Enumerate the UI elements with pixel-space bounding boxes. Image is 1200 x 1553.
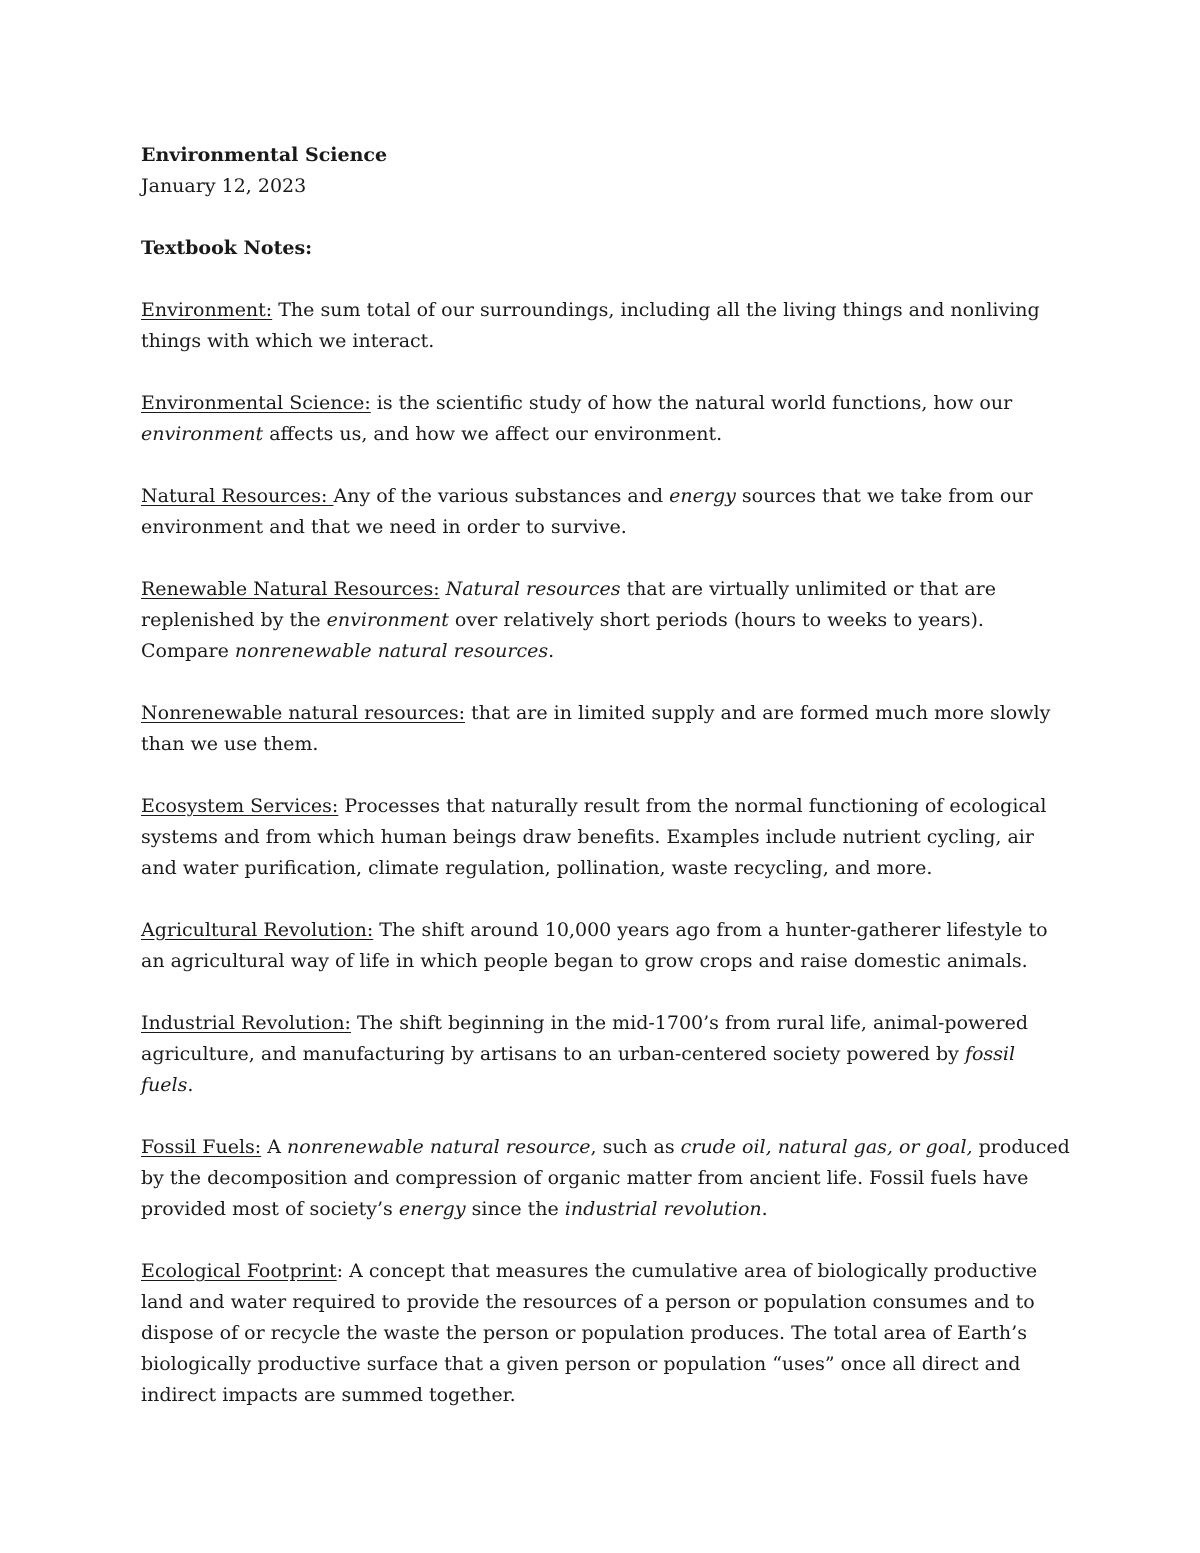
definition-entry bbox=[141, 1132, 1071, 1225]
definition-term: Renewable Natural Resources: bbox=[141, 578, 440, 600]
definition-emphasis: Natural resources bbox=[445, 578, 621, 600]
document-page bbox=[141, 140, 1071, 1442]
definition-entry bbox=[141, 574, 1071, 667]
definition-term: Nonrenewable natural resources: bbox=[141, 702, 466, 724]
definition-entry bbox=[141, 388, 1071, 450]
definition-text: . bbox=[548, 640, 555, 662]
definition-emphasis: fossil fuels bbox=[141, 1043, 1016, 1096]
definition-text: since the bbox=[465, 1198, 565, 1220]
definition-text: . bbox=[187, 1074, 194, 1096]
definition-text: , such as bbox=[590, 1136, 681, 1158]
definition-emphasis: industrial revolution bbox=[564, 1198, 762, 1220]
definition-text: Processes that naturally result from the normal functioning of ecological systems and from which human beings draw benefits. Examples include nutrient cycling, air and water purification, climate regulation, pollination, waste recycling, and more. bbox=[141, 795, 1047, 879]
definition-text: The sum total of our surroundings, including all the living things and nonliving things with which we interact. bbox=[141, 299, 1040, 352]
section-heading: Textbook Notes: bbox=[141, 237, 313, 259]
definition-entry bbox=[141, 1008, 1071, 1101]
definition-text: that are in limited supply and are formed much more slowly than we use them. bbox=[141, 702, 1051, 755]
definition-emphasis: nonrenewable natural resources bbox=[234, 640, 549, 662]
definition-text: is the scientific study of how the natural world functions, how our bbox=[370, 392, 1013, 414]
definition-emphasis: environment bbox=[141, 423, 264, 445]
definition-emphasis: energy bbox=[398, 1198, 466, 1220]
definition-text: affects us, and how we affect our environment. bbox=[263, 423, 723, 445]
definition-text: produced by the decomposition and compression of organic matter from ancient life. Fossil fuels have provided most of society’s bbox=[141, 1136, 1070, 1220]
definition-emphasis: environment bbox=[326, 609, 449, 631]
definition-text: over relatively short periods (hours to weeks to years). Compare bbox=[141, 609, 984, 662]
definition-term: Agricultural Revolution: bbox=[141, 919, 374, 941]
definition-term: Environmental Science: bbox=[141, 392, 371, 414]
definition-text: Any of the various substances and bbox=[333, 485, 670, 507]
definition-term: Ecosystem Services: bbox=[141, 795, 339, 817]
definition-entry bbox=[141, 698, 1071, 760]
definition-text: The shift around 10,000 years ago from a hunter-gatherer lifestyle to an agricultural way of life in which people began to grow crops and raise domestic animals. bbox=[141, 919, 1048, 972]
document-title: Environmental Science bbox=[141, 144, 388, 166]
definition-entry bbox=[141, 1256, 1071, 1411]
definition-term: Fossil Fuels: bbox=[141, 1136, 262, 1158]
definition-term: Natural Resources: bbox=[141, 485, 334, 507]
definition-entry bbox=[141, 915, 1071, 977]
definition-term: Environment: bbox=[141, 299, 273, 321]
definition-emphasis: crude oil, natural gas, or goal, bbox=[680, 1136, 973, 1158]
document-date: January 12, 2023 bbox=[141, 175, 307, 197]
definition-entry bbox=[141, 481, 1071, 543]
definition-text: sources that we take from our environment and that we need in order to survive. bbox=[141, 485, 1033, 538]
definition-term: Ecological Footprint bbox=[141, 1260, 337, 1282]
definition-text: The shift beginning in the mid-1700’s from rural life, animal-powered agriculture, and manufacturing by artisans to an urban-centered society powered by bbox=[141, 1012, 1029, 1065]
definition-text: A bbox=[261, 1136, 287, 1158]
definition-entry bbox=[141, 295, 1071, 357]
definition-term: Industrial Revolution: bbox=[141, 1012, 351, 1034]
definition-list bbox=[141, 295, 1071, 1411]
definition-emphasis: nonrenewable natural resource bbox=[286, 1136, 591, 1158]
definition-entry bbox=[141, 791, 1071, 884]
definition-text: . bbox=[761, 1198, 768, 1220]
definition-text: that are virtually unlimited or that are replenished by the bbox=[141, 578, 996, 631]
definition-emphasis: energy bbox=[669, 485, 736, 507]
definition-text: : A concept that measures the cumulative area of biologically productive land and water required to provide the resources of a person or population consumes and to dispose of or recycle the waste the person or population produces. The total area of Earth’s biologically productive surface that a given person or population “uses” once all direct and indirect impacts are summed together. bbox=[141, 1260, 1038, 1406]
